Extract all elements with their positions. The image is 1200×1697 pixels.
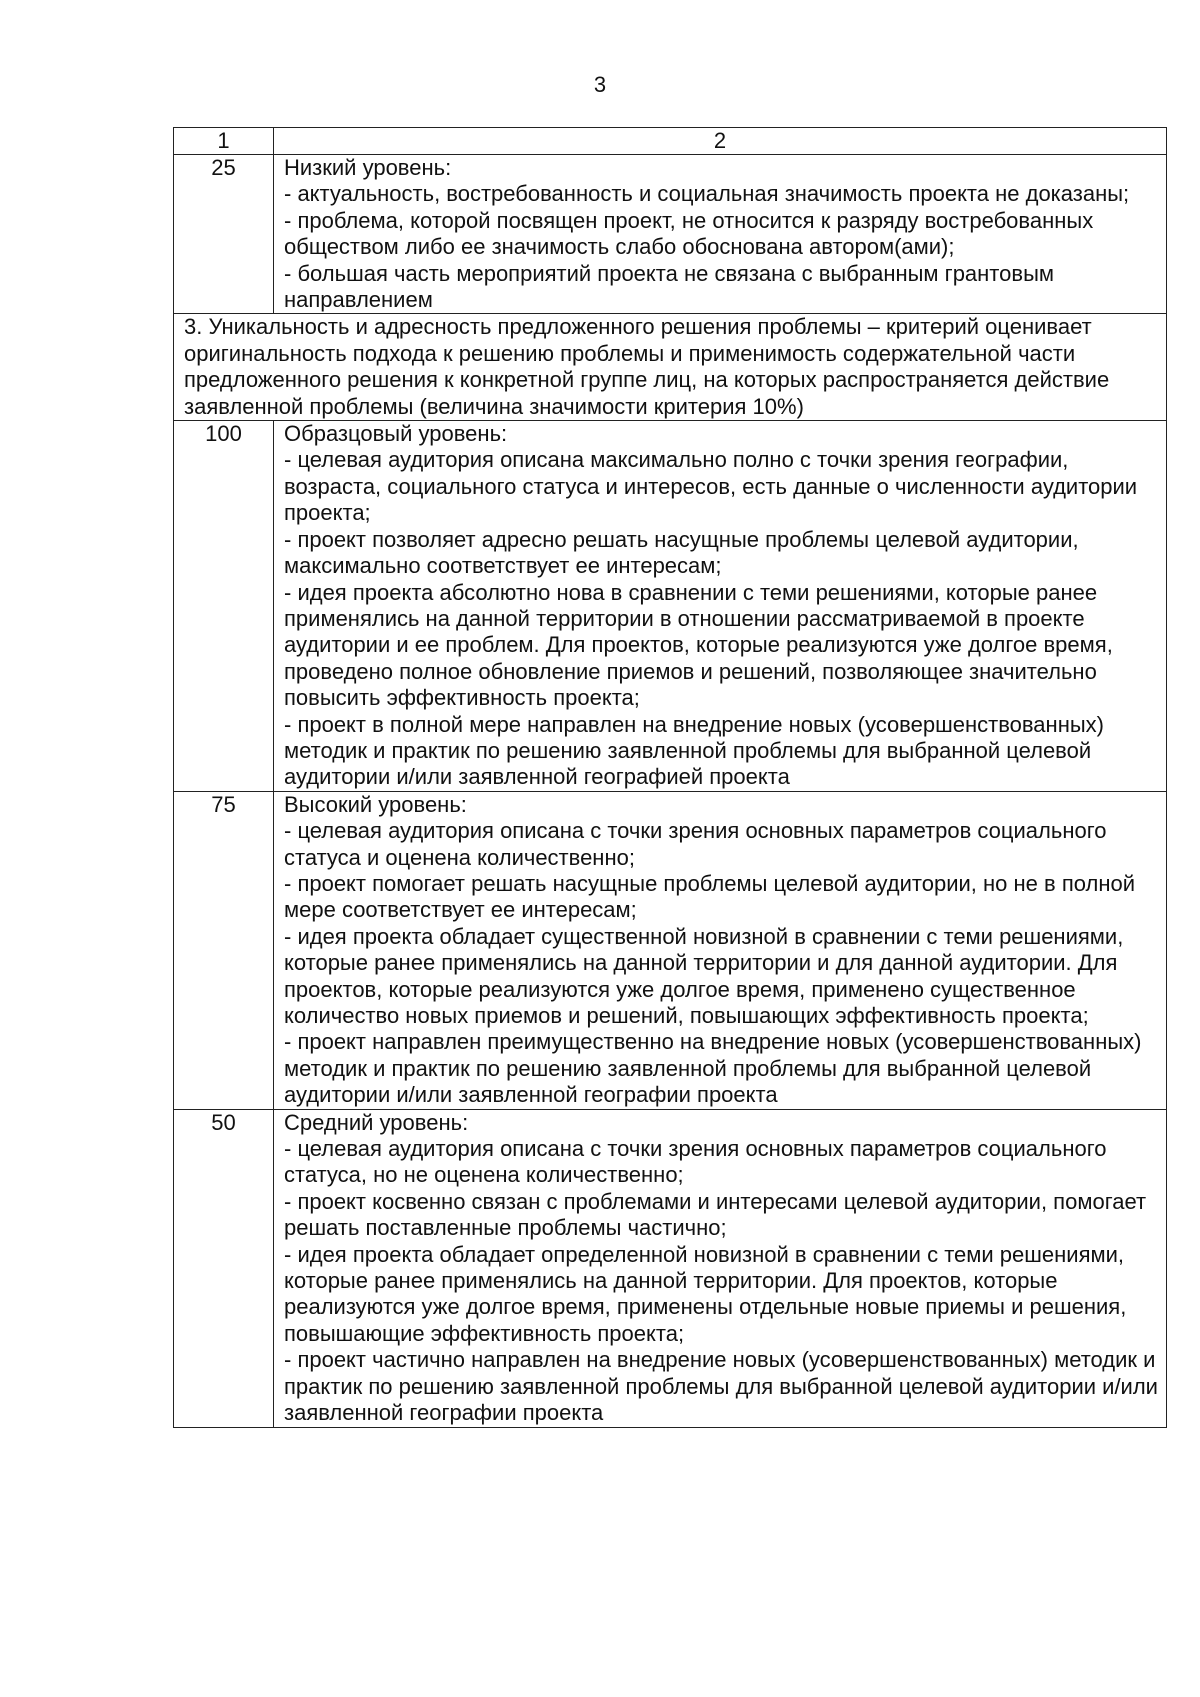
description-item: - проект в полной мере направлен на внедрение новых (усовершенствованных) методик и практик по решению заявленной проблемы для выбранной целевой аудитории и/или заявленной географией проекта: [284, 711, 1104, 790]
description-item: - проблема, которой посвящен проект, не относится к разряду востребованных обществом либо ее значимость слабо обоснована автором(ами);: [284, 207, 1094, 260]
description-cell: [274, 1109, 1167, 1427]
level-title: Высокий уровень:: [284, 791, 467, 817]
header-col-2: 2: [274, 128, 1167, 155]
table-row: [174, 155, 1167, 314]
description-item: - актуальность, востребованность и социальная значимость проекта не доказаны;: [284, 181, 1130, 207]
description-item: - проект позволяет адресно решать насущные проблемы целевой аудитории, максимально соответствует ее интересам;: [284, 526, 1079, 579]
header-col-1: 1: [174, 128, 274, 155]
description-item: - проект частично направлен на внедрение новых (усовершенствованных) методик и практик по решению заявленной проблемы для выбранной целевой аудитории и/или заявленной географии проекта: [284, 1347, 1158, 1426]
score-cell: 75: [174, 791, 274, 1109]
description-cell: [274, 421, 1167, 792]
description-item: - проект направлен преимущественно на внедрение новых (усовершенствованных) методик и практик по решению заявленной проблемы для выбранной целевой аудитории и/или заявленной географии проекта: [284, 1029, 1142, 1108]
score-cell: 100: [174, 421, 274, 792]
section-heading: 3. Уникальность и адресность предложенного решения проблемы – критерий оценивает оригинальность подхода к решению проблемы и применимость содержательной части предложенного решения к конкретной группе лиц, на которых распространяется действие заявленной проблемы (величина значимости критерия 10%): [174, 314, 1167, 421]
level-title: Низкий уровень:: [284, 155, 452, 180]
table-row: [174, 791, 1167, 1109]
description-item: - идея проекта обладает существенной новизной в сравнении с теми решениями, которые ранее применялись на данной территории и для данной аудитории. Для проектов, которые реализуются уже долгое время, применено существенное количество новых приемов и решений, повышающих эффективность проекта;: [284, 923, 1124, 1028]
table-row: [174, 421, 1167, 792]
level-title: Средний уровень:: [284, 1109, 469, 1135]
description-item: - проект помогает решать насущные проблемы целевой аудитории, но не в полной мере соответствует ее интересам;: [284, 870, 1135, 923]
description-cell: [274, 155, 1167, 314]
score-cell: 50: [174, 1109, 274, 1427]
description-cell: [274, 791, 1167, 1109]
table-header-row: [174, 128, 1167, 155]
description-item: - идея проекта обладает определенной новизной в сравнении с теми решениями, которые ранее применялись на данной территории. Для проектов, которые реализуются уже долгое время, применены отдельные новые приемы и решения, повышающие эффективность проекта;: [284, 1241, 1127, 1346]
table-row: [174, 1109, 1167, 1427]
description-item: - идея проекта абсолютно нова в сравнении с теми решениями, которые ранее применялись на данной территории в отношении рассматриваемой в проекте аудитории и ее проблем. Для проектов, которые реализуются уже долгое время, проведено полное обновление приемов и решений, позволяющее значительно повысить эффективность проекта;: [284, 579, 1113, 711]
section-row: [174, 314, 1167, 421]
score-cell: 25: [174, 155, 274, 314]
description-item: - большая часть мероприятий проекта не связана с выбранным грантовым направлением: [284, 260, 1054, 313]
description-item: - целевая аудитория описана максимально полно с точки зрения географии, возраста, социального статуса и интересов, есть данные о численности аудитории проекта;: [284, 447, 1138, 526]
level-title: Образцовый уровень:: [284, 421, 508, 447]
description-item: - целевая аудитория описана с точки зрения основных параметров социального статуса и оценена количественно;: [284, 818, 1107, 870]
description-item: - проект косвенно связан с проблемами и интересами целевой аудитории, помогает решать поставленные проблемы частично;: [284, 1188, 1147, 1241]
criteria-table: [173, 127, 1167, 1428]
page-number: 3: [593, 72, 607, 97]
description-item: - целевая аудитория описана с точки зрения основных параметров социального статуса, но не оценена количественно;: [284, 1136, 1107, 1188]
